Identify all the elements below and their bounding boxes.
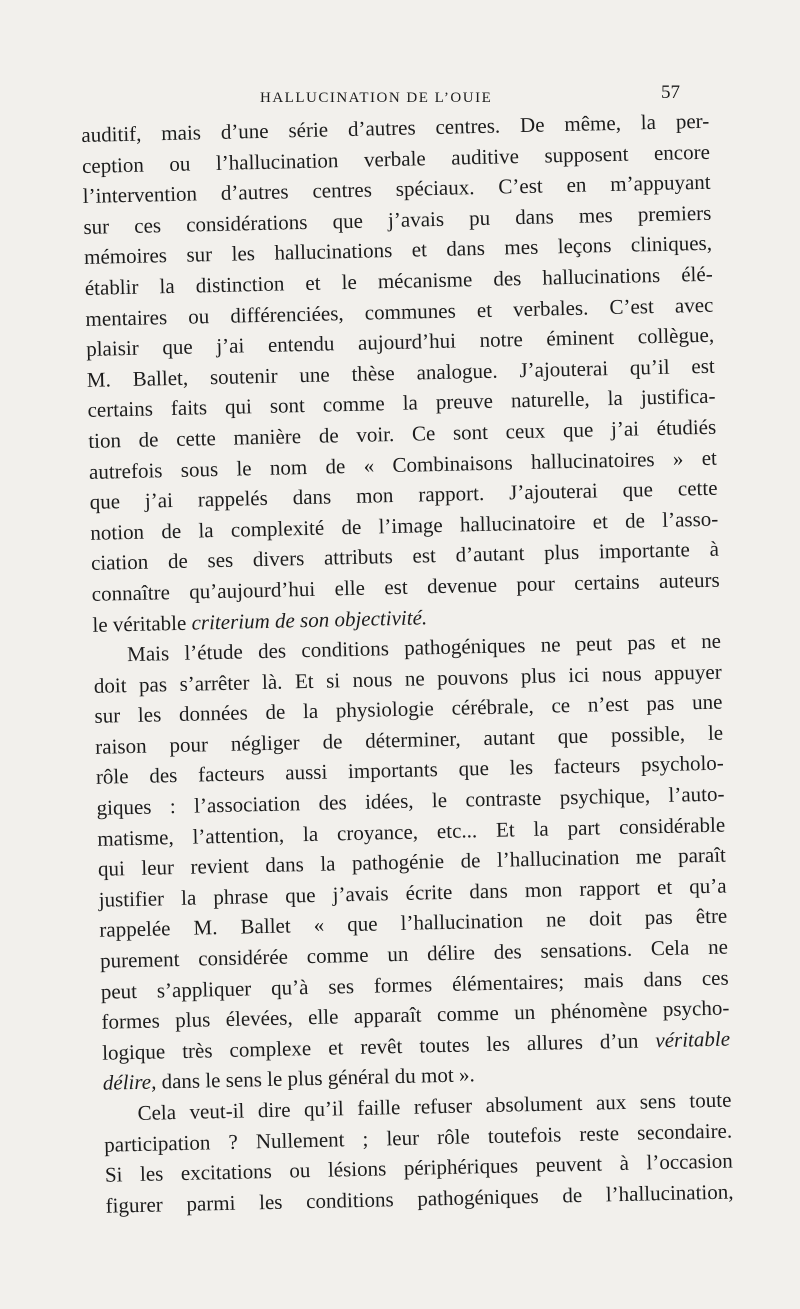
text-line: Si les excitations ou lésions périphériques peuvent à l’occasion — [104, 1148, 734, 1187]
text-line: Cela veut-il dire qu’il faille refuser absolument aux sens toute — [137, 1087, 732, 1125]
text-line: qui leur revient dans la pathogénie de l’hallucination me paraît — [97, 842, 727, 882]
text-line: établir la distinction et le mécanisme des hallucinations élé- — [84, 261, 713, 300]
text-line: ception ou l’hallucination verbale auditive supposent encore — [81, 139, 711, 178]
line-suffix: dans le sens le plus général du mot ». — [156, 1062, 475, 1094]
text-line: ciation de ses divers attributs est d’autant plus importante à — [90, 536, 720, 576]
text-line: l’intervention d’autres centres spéciaux. C’est en m’appuyant — [82, 169, 711, 209]
running-title: HALLUCINATION DE L’OUIE — [260, 90, 493, 106]
text-line: plaisir que j’ai entendu aujourd’hui notre éminent collègue, — [85, 322, 715, 362]
text-line: rappelée M. Ballet « que l’hallucination ne doit pas être — [99, 903, 728, 943]
text-line: mentaires ou différenciées, communes et verbales. C’est avec — [85, 292, 714, 331]
italic-word: véritable — [655, 1026, 731, 1053]
text-line: Mais l’étude des conditions pathogéniques ne peut pas et ne — [126, 628, 722, 667]
text-line: que j’ai rappelés dans mon rapport. J’ajouterai que cette — [89, 475, 718, 515]
text-line: autrefois sous le nom de « Combinaisons hallucinatoires » et — [88, 445, 718, 484]
text-line: sur les données de la physiologie cérébrale, ce n’est pas une — [94, 689, 723, 729]
text-line: peut s’appliquer qu’à ses formes élémentaires; mais dans ces — [100, 965, 729, 1004]
text-line: purement considérée comme un délire des sensations. Cela ne — [99, 934, 729, 973]
text-line: notion de la complexité de l’image hallucinatoire et de l’asso- — [90, 506, 719, 545]
text-line: rôle des facteurs aussi importants que les facteurs psycholo- — [95, 751, 725, 790]
text-line: giques : l’association des idées, le contraste psychique, l’auto- — [96, 781, 725, 820]
text-line: participation ? Nullement ; leur rôle toutefois reste secondaire. — [103, 1118, 733, 1157]
italic-word: délire, — [102, 1069, 157, 1096]
text-line: doit pas s’arrêter là. Et si nous ne pouvons plus ici nous appuyer — [93, 659, 722, 698]
body-text — [81, 106, 734, 1221]
line-prefix: logique très complexe et revêt toutes les allures d’un — [101, 1028, 656, 1065]
text-line: figurer parmi les conditions pathogéniques de l’hallucination, — [105, 1179, 734, 1218]
text-line: matisme, l’attention, la croyance, etc... Et la part considérable — [97, 812, 726, 851]
text-line: tion de cette manière de voir. Ce sont ceux que j’ai étudiés — [88, 414, 717, 453]
text-line: auditif, mais d’une série d’autres centres. De même, la per- — [81, 108, 710, 147]
text-line: mémoires sur les hallucinations et dans mes leçons cliniques, — [83, 231, 713, 270]
text-line: raison pour négliger de déterminer, autant que possible, le — [94, 720, 724, 759]
line-prefix: le véritable — [92, 610, 192, 637]
italic-phrase: criterium de son objectivité. — [191, 604, 428, 635]
text-line: M. Ballet, soutenir une thèse analogue. J’ajouterai qu’il est — [86, 353, 716, 392]
text-line: connaître qu’aujourd’hui elle est devenue pour certains auteurs — [91, 567, 720, 606]
page-number: 57 — [661, 82, 680, 103]
text-line: formes plus élevées, elle apparaît comme un phénomène psycho- — [101, 995, 730, 1034]
text-line: sur ces considérations que j’avais pu dans mes premiers — [83, 200, 712, 239]
text-line: certains faits qui sont comme la preuve naturelle, la justifica- — [87, 384, 716, 423]
text-line: justifier la phrase que j’avais écrite dans mon rapport et qu’a — [98, 873, 727, 912]
